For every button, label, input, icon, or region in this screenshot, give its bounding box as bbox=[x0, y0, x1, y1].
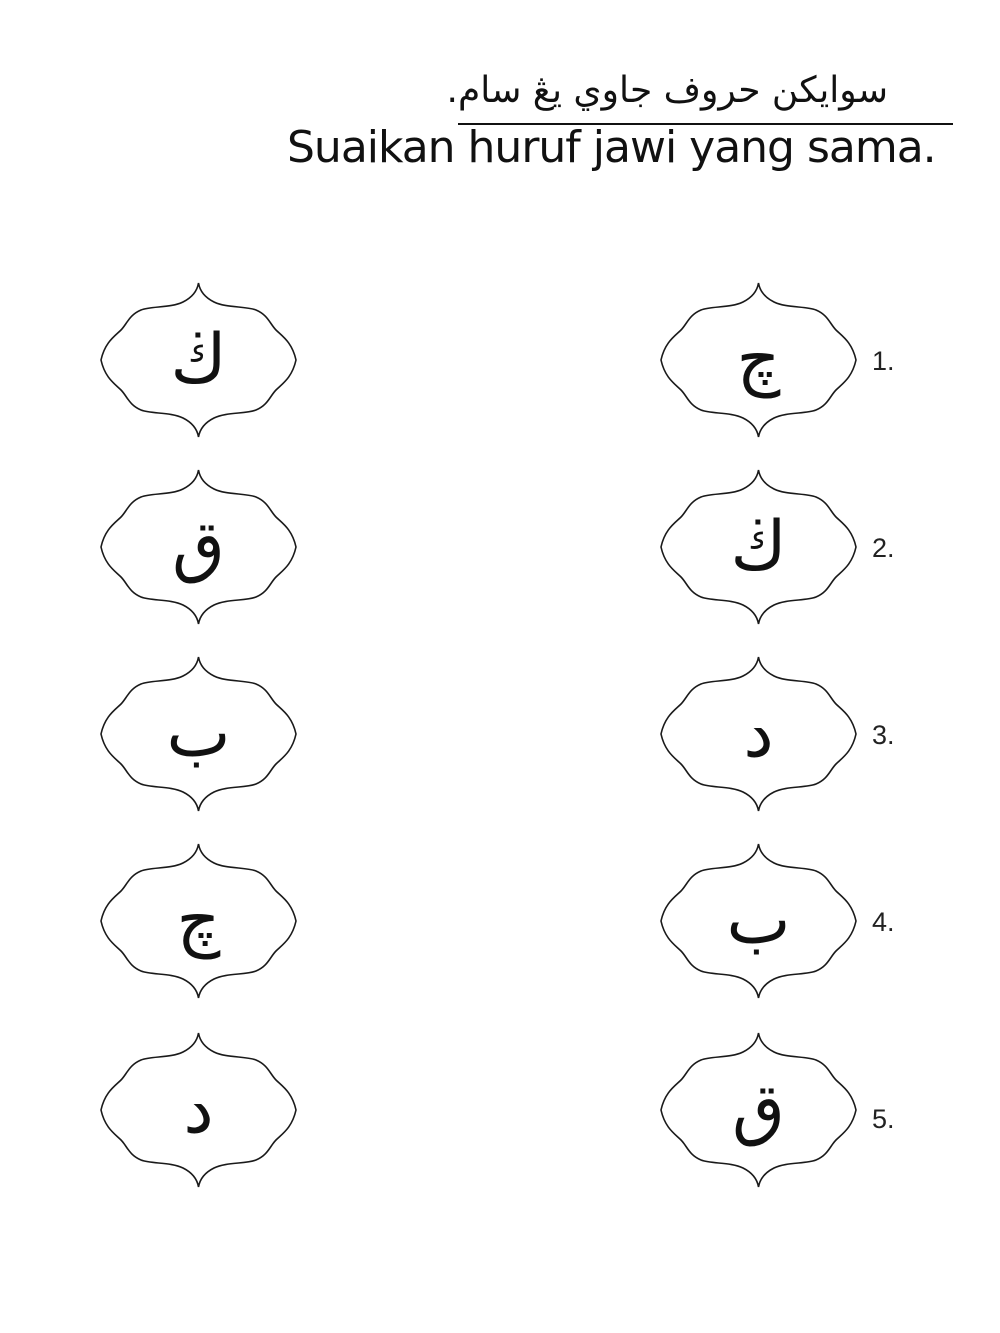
title-latin: Suaikan huruf jawi yang sama. bbox=[287, 122, 936, 173]
left-card-1[interactable] bbox=[96, 280, 301, 440]
jawi-letter: چ bbox=[176, 881, 221, 960]
right-card-3[interactable] bbox=[656, 654, 861, 814]
title-jawi: سوايكن حروف جاوي يڠ سام. bbox=[446, 70, 888, 111]
jawi-letter: چ bbox=[736, 320, 781, 399]
left-card-5[interactable] bbox=[96, 1030, 301, 1190]
jawi-letter: ب bbox=[726, 881, 791, 960]
jawi-letter: ب bbox=[166, 694, 231, 773]
item-number: .2 bbox=[872, 533, 895, 563]
right-card-2[interactable] bbox=[656, 467, 861, 627]
jawi-letter: د bbox=[743, 694, 774, 773]
right-card-4[interactable] bbox=[656, 841, 861, 1001]
jawi-letter: ڬ bbox=[730, 507, 787, 586]
item-number: .1 bbox=[872, 346, 895, 376]
left-card-2[interactable] bbox=[96, 467, 301, 627]
right-card-5[interactable] bbox=[656, 1030, 861, 1190]
item-number: .5 bbox=[872, 1104, 895, 1134]
jawi-letter: د bbox=[183, 1070, 214, 1149]
jawi-letter: ق bbox=[172, 507, 225, 586]
jawi-letter: ق bbox=[732, 1070, 785, 1149]
jawi-letter: ڬ bbox=[170, 320, 227, 399]
left-card-4[interactable] bbox=[96, 841, 301, 1001]
right-card-1[interactable] bbox=[656, 280, 861, 440]
item-number: .3 bbox=[872, 720, 895, 750]
item-number: .4 bbox=[872, 907, 895, 937]
left-card-3[interactable] bbox=[96, 654, 301, 814]
